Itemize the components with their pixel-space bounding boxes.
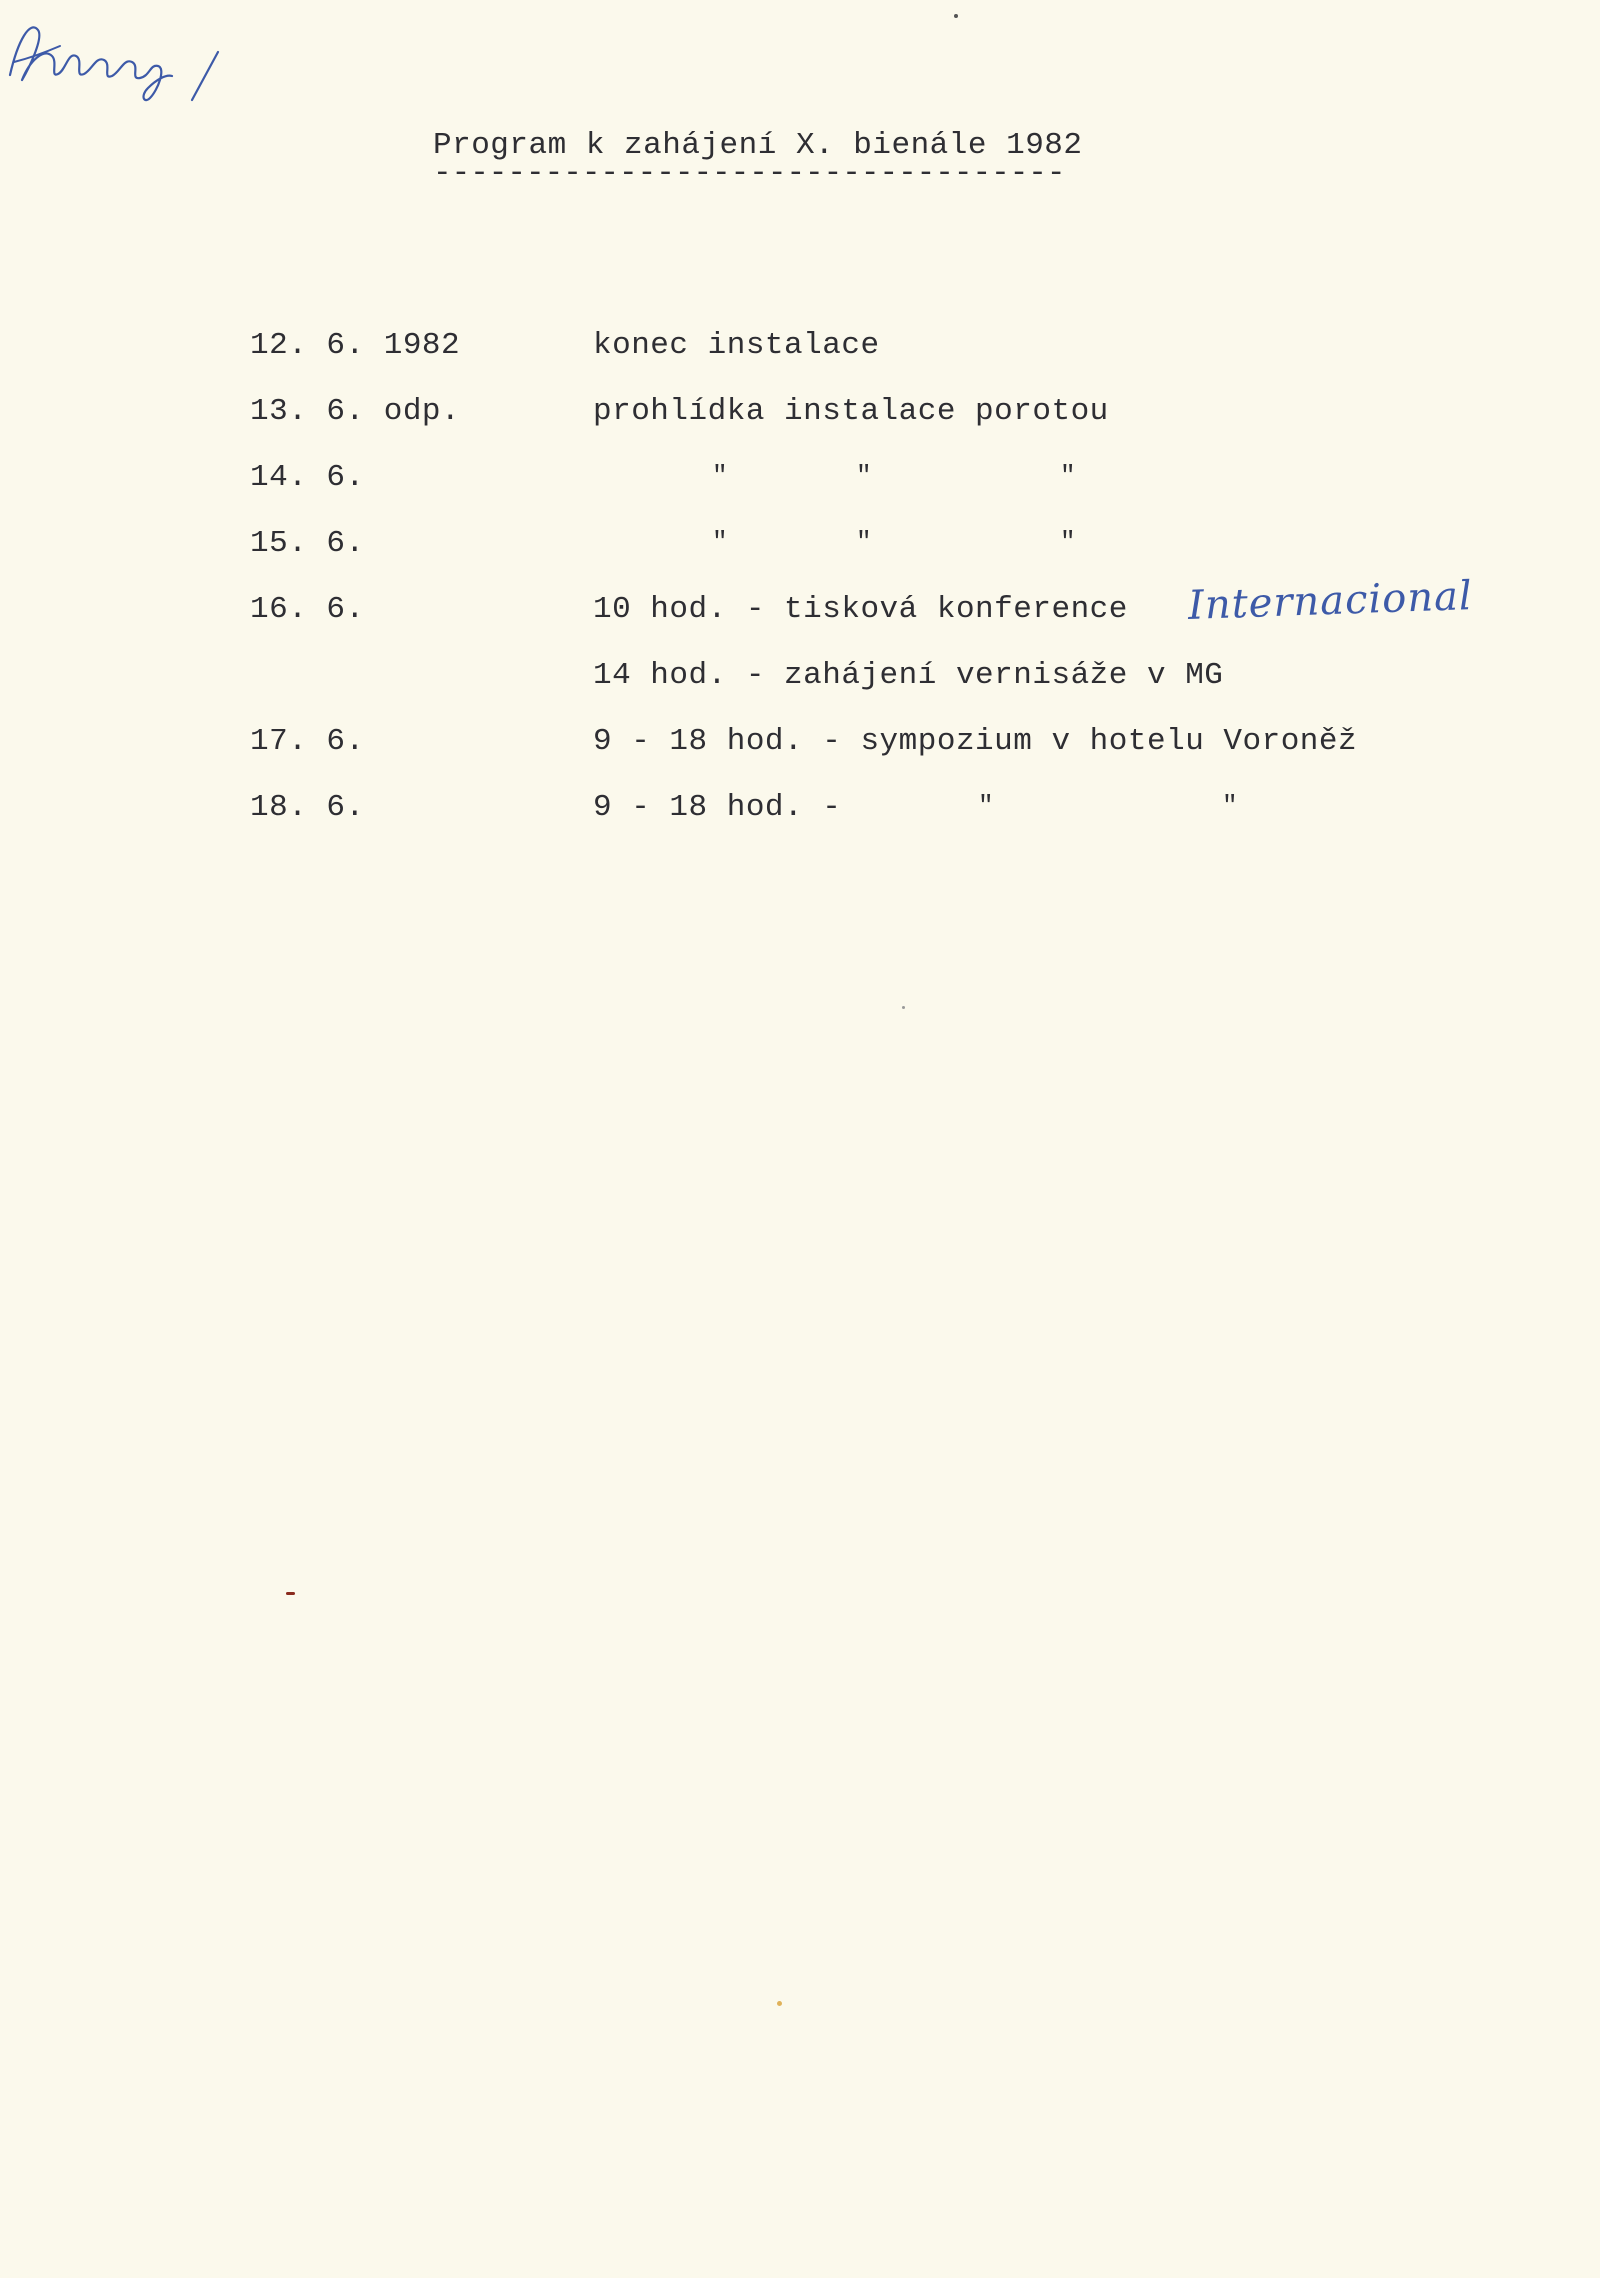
- ditto-mark: ": [1060, 461, 1076, 491]
- document-title-block: [433, 128, 1123, 184]
- row-date: 17. 6.: [250, 724, 365, 759]
- handwritten-annotation: Internacional: [1187, 573, 1474, 629]
- ditto-mark: ": [712, 461, 728, 491]
- paper-speck: [777, 2001, 782, 2006]
- row-date: 15. 6.: [250, 526, 365, 561]
- row-event: 9 - 18 hod. - sympozium v hotelu Voroněž: [593, 724, 1358, 759]
- paper-speck: [902, 1006, 905, 1009]
- ditto-mark: ": [1222, 791, 1238, 821]
- row-event: 14 hod. - zahájení vernisáže v MG: [593, 658, 1224, 693]
- ditto-mark: ": [978, 791, 994, 821]
- row-date: 16. 6.: [250, 592, 365, 627]
- paper-speck: [286, 1592, 295, 1595]
- paper-speck: [954, 14, 958, 18]
- row-event: prohlídka instalace porotou: [593, 394, 1109, 429]
- row-date: 13. 6. odp.: [250, 394, 461, 429]
- row-date: 12. 6. 1982: [250, 328, 461, 363]
- row-event: 9 - 18 hod. -: [593, 790, 842, 825]
- title-underline: ----------------------------------: [433, 164, 1066, 184]
- ditto-mark: ": [1060, 527, 1076, 557]
- ditto-mark: ": [712, 527, 728, 557]
- ditto-mark: ": [856, 527, 872, 557]
- row-event: konec instalace: [593, 328, 880, 363]
- row-date: 18. 6.: [250, 790, 365, 825]
- handwritten-signature: [0, 0, 250, 110]
- row-date: 14. 6.: [250, 460, 365, 495]
- document-title: Program k zahájení X. bienále 1982: [433, 128, 1083, 163]
- ditto-mark: ": [856, 461, 872, 491]
- row-event: 10 hod. - tisková konference: [593, 592, 1128, 627]
